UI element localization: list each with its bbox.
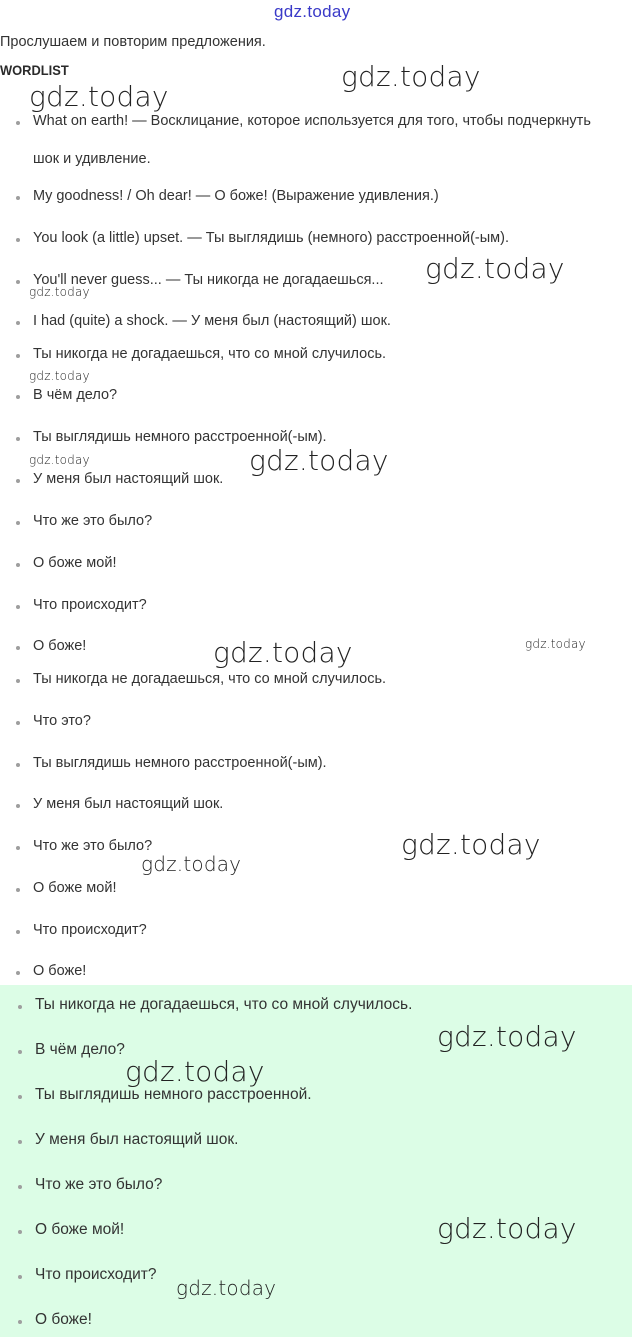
watermark: gdz.today (141, 852, 242, 876)
bullet-icon (18, 1230, 22, 1234)
wordlist-item-text: You look (a little) upset. — Ты выглядишь (немного) расстроенной(-ым). (33, 230, 509, 246)
watermark: gdz.today (29, 369, 90, 383)
watermark: gdz.today (29, 80, 169, 113)
list-item-text: Что происходит? (33, 597, 147, 613)
list-item-text: Ты никогда не догадаешься, что со мной случилось. (33, 671, 387, 687)
list-item-text: Что происходит? (33, 922, 147, 938)
site-logo[interactable]: gdz.today (274, 2, 351, 21)
wordlist-item-text: My goodness! / Oh dear! — О боже! (Выражение удивления.) (33, 188, 439, 204)
bullet-icon (16, 321, 20, 325)
list-item-text: О боже мой! (33, 880, 117, 896)
watermark: gdz.today (29, 285, 90, 299)
bullet-icon (16, 395, 20, 399)
list-item-text: В чём дело? (33, 387, 118, 403)
list-item-text: О боже! (33, 963, 87, 979)
watermark: gdz.today (29, 453, 90, 467)
bullet-icon (18, 1185, 22, 1189)
bullet-icon (16, 888, 20, 892)
bullet-icon (16, 646, 20, 650)
bullet-icon (16, 563, 20, 567)
bullet-icon (16, 971, 20, 975)
list-item-text: Что это? (33, 713, 91, 729)
watermark: gdz.today (341, 60, 481, 93)
bullet-icon (16, 196, 20, 200)
bullet-icon (18, 1095, 22, 1099)
bullet-icon (16, 354, 20, 358)
watermark: gdz.today (437, 1020, 577, 1053)
watermark: gdz.today (425, 252, 565, 285)
list-item-text: У меня был настоящий шок. (33, 796, 224, 812)
list-item-text: О боже! (35, 1311, 92, 1328)
list-item-text: Ты никогда не догадаешься, что со мной случилось. (33, 346, 387, 362)
list-item-text: Ты никогда не догадаешься, что со мной случилось. (35, 996, 413, 1013)
intro-text: Прослушаем и повторим предложения. (0, 34, 266, 50)
list-item-text: Ты выглядишь немного расстроенной. (35, 1086, 312, 1103)
list-item-text: Что же это было? (33, 838, 153, 854)
bullet-icon (18, 1050, 22, 1054)
bullet-icon (16, 679, 20, 683)
list-item-text: О боже мой! (33, 555, 117, 571)
bullet-icon (16, 238, 20, 242)
bullet-icon (16, 280, 20, 284)
bullet-icon (16, 121, 20, 125)
list-item-text: О боже мой! (35, 1221, 125, 1238)
list-item-text: В чём дело? (35, 1041, 125, 1058)
bullet-icon (16, 846, 20, 850)
bullet-icon (16, 605, 20, 609)
bullet-icon (18, 1140, 22, 1144)
bullet-icon (16, 930, 20, 934)
list-item-text: У меня был настоящий шок. (33, 471, 224, 487)
bullet-icon (16, 763, 20, 767)
watermark: gdz.today (525, 637, 586, 651)
wordlist-item (0, 102, 632, 182)
bullet-icon (16, 721, 20, 725)
list-item-text: Ты выглядишь немного расстроенной(-ым). (33, 429, 327, 445)
wordlist-item-text: What on earth! — Восклицание, которое используется для того, чтобы подчеркнуть шок и удивление. (33, 113, 591, 167)
watermark: gdz.today (125, 1055, 265, 1088)
bullet-icon (16, 521, 20, 525)
bullet-icon (18, 1005, 22, 1009)
section-title: WORDLIST (0, 62, 69, 78)
wordlist-item-text: You'll never guess... — Ты никогда не догадаешься... (33, 272, 384, 288)
list-item-text: У меня был настоящий шок. (35, 1131, 239, 1148)
bullet-icon (18, 1320, 22, 1324)
list-item-text: Что происходит? (35, 1266, 157, 1283)
watermark: gdz.today (213, 636, 353, 669)
wordlist-item-text: I had (quite) a shock. — У меня был (настоящий) шок. (33, 313, 391, 329)
list-item-text: Что же это было? (33, 513, 153, 529)
bullet-icon (16, 804, 20, 808)
bullet-icon (16, 479, 20, 483)
bullet-icon (18, 1275, 22, 1279)
watermark: gdz.today (176, 1276, 277, 1300)
bullet-icon (16, 437, 20, 441)
watermark: gdz.today (249, 444, 389, 477)
list-item-text: Что же это было? (35, 1176, 163, 1193)
list-item-text: О боже! (33, 638, 87, 654)
list-item-text: Ты выглядишь немного расстроенной(-ым). (33, 755, 327, 771)
watermark: gdz.today (437, 1212, 577, 1245)
watermark: gdz.today (401, 828, 541, 861)
